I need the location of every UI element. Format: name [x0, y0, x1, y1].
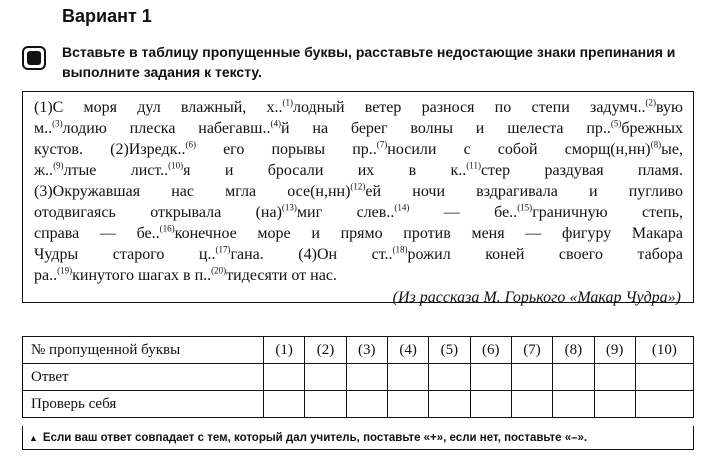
text-line: (3)Окружавшая нас мгла $осе(н,нн)^{(12)}ей$ ночи вздрагивала и пугливо [34, 181, 683, 200]
check-cell[interactable] [470, 391, 511, 418]
answer-cell[interactable] [553, 364, 594, 391]
answer-cell[interactable] [511, 364, 552, 391]
gap-number: (7) [376, 139, 388, 150]
exercise-text-box [22, 91, 694, 306]
check-cell[interactable] [511, 391, 552, 418]
gap-number: (17) [215, 244, 231, 255]
text-line: м..$^{(3)}$лодию плеска набегавш..$^{(4)}$й на берег волны и шелеста пр..$^{(5)}$брежных [34, 118, 683, 137]
answer-cell[interactable] [470, 364, 511, 391]
text-line: отодвигаясь открывала (на)$^{(13)}$миг слев..$^{(14)}$ — бе..$^{(15)}$граничную степь, [34, 202, 684, 221]
gap-number: (18) [392, 244, 408, 255]
table-row-check [23, 391, 694, 418]
check-cell[interactable] [387, 391, 428, 418]
answer-row-label: Ответ [23, 364, 264, 391]
gap-number: (13) [281, 202, 297, 213]
col-header: (3) [346, 337, 387, 364]
gap-number: (15) [517, 202, 533, 213]
text-line: справа — бе..$^{(16)}$конечное море и прямо против меня — фигуру Макара [34, 223, 683, 242]
gap-number: (6) [185, 139, 196, 150]
answer-cell[interactable] [594, 364, 635, 391]
answer-cell[interactable] [387, 364, 428, 391]
check-cell[interactable] [553, 391, 594, 418]
answer-table [22, 336, 694, 418]
header-label: № пропущенной буквы [23, 337, 264, 364]
text-line: ра..$^{(19)}$кинутого шагах в п..$^{(20)}$тидесяти от нас. [34, 265, 337, 284]
answer-cell[interactable] [346, 364, 387, 391]
col-header: (4) [387, 337, 428, 364]
check-cell[interactable] [305, 391, 346, 418]
table-row-header [23, 337, 694, 364]
gap-number: (5) [610, 118, 622, 129]
text-line: (1)С моря дул влажный, х..$^{(1)}$лодный ветер разнося по степи задумч..$^{(2)}$вую [34, 97, 684, 116]
text-line: кустов. (2)Изредк..$^{(6)}$ его порывы пр..$^{(7)}$носили с собой $сморщ(н,нн)^{(8)}ые$, [34, 139, 683, 158]
answer-cell[interactable] [264, 364, 305, 391]
col-header: (7) [511, 337, 552, 364]
col-header: (8) [553, 337, 594, 364]
col-header: (5) [429, 337, 470, 364]
table-row-answer [23, 364, 694, 391]
text-source: (Из рассказа М. Горького «Макар Чудра») [392, 289, 681, 306]
check-cell[interactable] [429, 391, 470, 418]
text-line: Чудры старого ц..$^{(17)}$гана. (4)Он ст..$^{(18)}$рожил коней своего табора [34, 244, 683, 263]
text-line: ж..$^{(9)}$лтые лист..$^{(10)}$я и бросали их в к..$^{(11)}$стер раздувая пламя. [34, 160, 684, 179]
gap-number: (2) [645, 97, 657, 108]
gap-number: (20) [211, 265, 227, 276]
triangle-icon: ▲ [29, 432, 38, 443]
note-text: Если ваш ответ совпадает с тем, который дал учитель, поставьте «+», если нет, поставьте «–». [42, 431, 588, 444]
task-instruction: Вставьте в таблицу пропущенные буквы, расставьте недостающие знаки препинания и выполните задания к тексту. [62, 44, 676, 80]
gap-number: (8) [650, 139, 662, 150]
gap-number: (12) [350, 181, 366, 192]
exercise-text [34, 97, 683, 286]
gap-number: (1) [282, 97, 293, 108]
col-header: (2) [305, 337, 346, 364]
gap-number: (9) [53, 160, 64, 171]
check-cell[interactable] [264, 391, 305, 418]
gap-number: (10) [168, 160, 184, 171]
check-cell[interactable] [635, 391, 693, 418]
check-cell[interactable] [346, 391, 387, 418]
gap-number: (19) [57, 265, 73, 276]
task-marker-icon [22, 46, 46, 70]
gap-number: (14) [394, 202, 410, 213]
gap-number: (4) [270, 118, 281, 129]
col-header: (10) [635, 337, 693, 364]
gap-number: (16) [159, 223, 175, 234]
col-header: (9) [594, 337, 635, 364]
check-cell[interactable] [594, 391, 635, 418]
gap-number: (3) [52, 118, 63, 129]
col-header: (6) [470, 337, 511, 364]
col-header: (1) [264, 337, 305, 364]
self-check-note [22, 426, 694, 450]
check-row-label: Проверь себя [23, 391, 264, 418]
answer-cell[interactable] [429, 364, 470, 391]
answer-cell[interactable] [305, 364, 346, 391]
gap-number: (11) [466, 160, 481, 171]
answer-cell[interactable] [635, 364, 693, 391]
variant-title: Вариант 1 [62, 6, 152, 26]
